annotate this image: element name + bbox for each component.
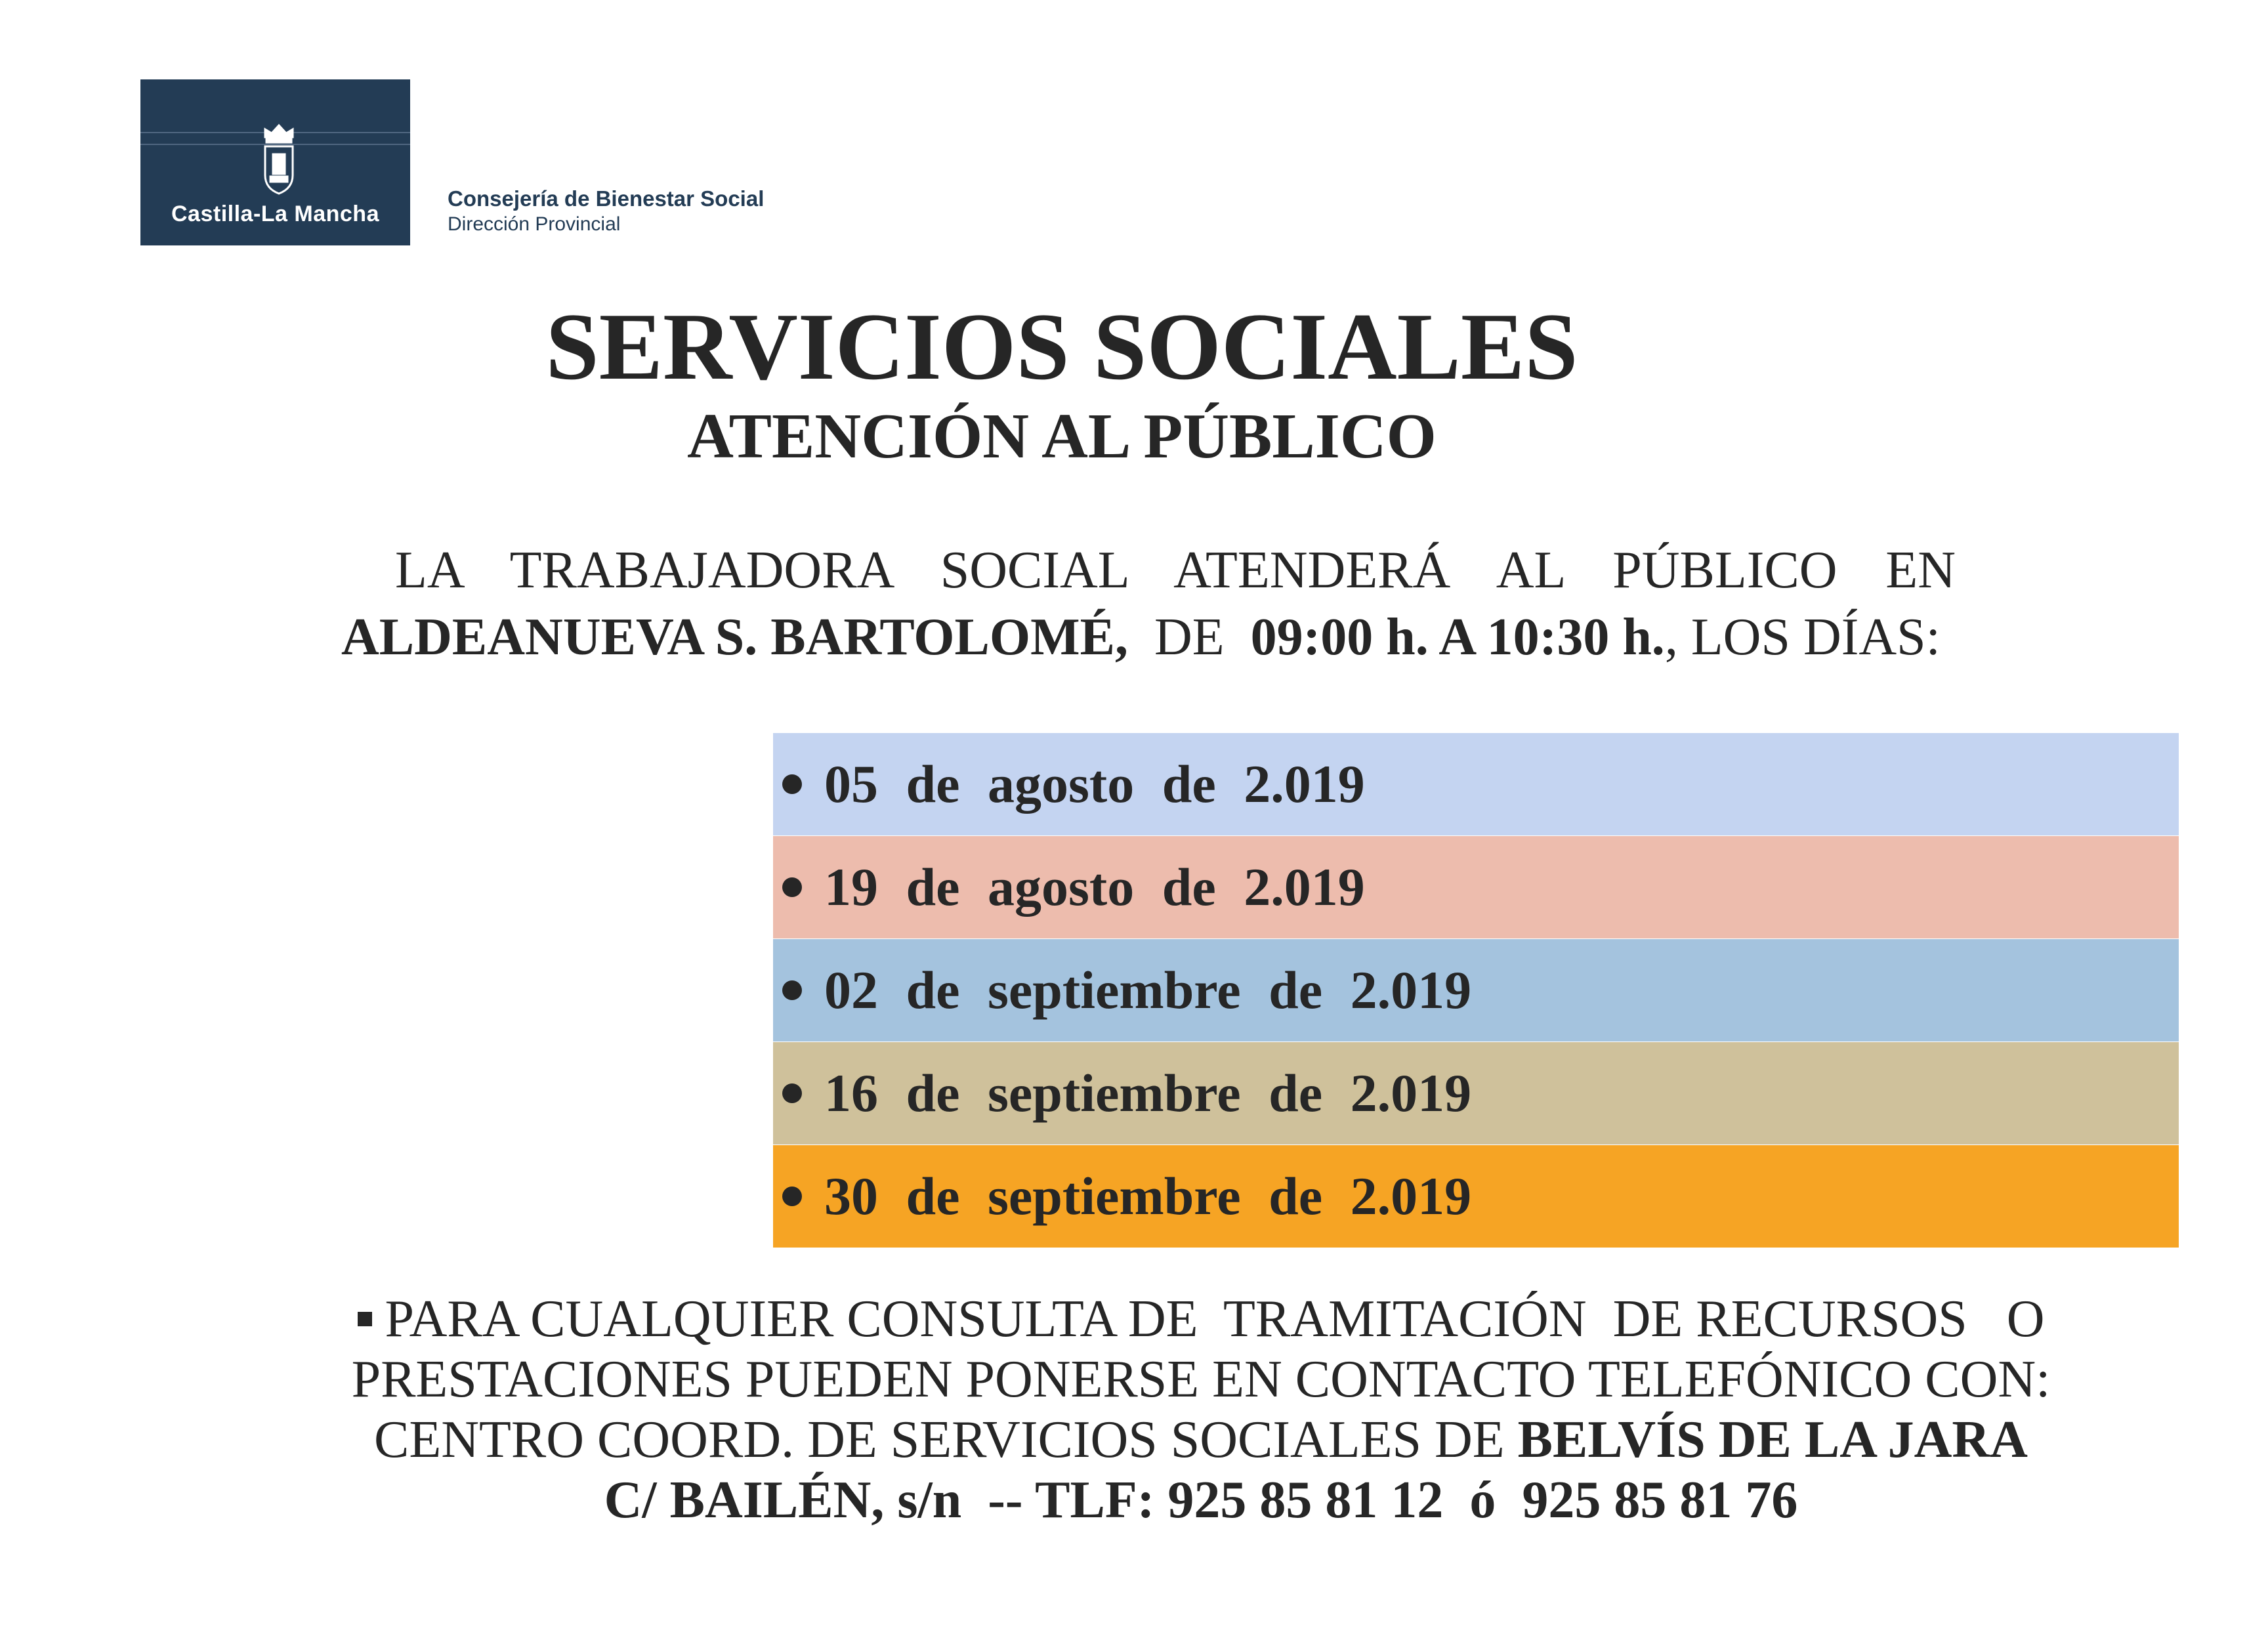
intro-line-2	[341, 604, 1975, 671]
date-label: 19 de agosto de 2.019	[824, 857, 1365, 917]
date-label: 02 de septiembre de 2.019	[824, 960, 1472, 1020]
bullet-dot-icon	[782, 774, 802, 794]
intro-line-1: LA TRABAJADORA SOCIAL ATENDERÁ AL PÚBLICO EN	[395, 541, 1956, 599]
bullet-dot-icon	[782, 877, 802, 897]
bullet-dot-icon	[782, 1186, 802, 1206]
date-row	[773, 1042, 2179, 1144]
footer-line-3	[322, 1410, 2080, 1470]
contact-info	[322, 1289, 2080, 1530]
square-bullet-icon	[358, 1312, 372, 1326]
footer-line-1	[322, 1289, 2080, 1349]
footer-place: BELVÍS DE LA JARA	[1517, 1411, 2028, 1469]
coat-of-arms-icon	[259, 120, 299, 198]
footer-line-2: PRESTACIONES PUEDEN PONERSE EN CONTACTO TELEFÓNICO CON:	[351, 1351, 2051, 1408]
intro-tail: , LOS DÍAS:	[1664, 608, 1941, 666]
logo-text: Castilla-La Mancha	[171, 201, 379, 226]
footer-line-4: C/ BAILÉN, s/n -- TLF: 925 85 81 12 ó 925 85 81 76	[604, 1471, 1798, 1529]
intro-place: ALDEANUEVA S. BARTOLOMÉ,	[341, 608, 1128, 666]
page-title: SERVICIOS SOCIALES	[545, 293, 1578, 400]
department-block	[448, 186, 764, 237]
sub-department: Dirección Provincial	[448, 213, 621, 235]
date-label: 05 de agosto de 2.019	[824, 754, 1365, 814]
bullet-dot-icon	[782, 980, 802, 1000]
date-row	[773, 1145, 2179, 1248]
date-row	[773, 939, 2179, 1041]
footer-text-1: PARA CUALQUIER CONSULTA DE TRAMITACIÓN DE RECURSOS O	[385, 1290, 2045, 1348]
page-subtitle: ATENCIÓN AL PÚBLICO	[687, 401, 1437, 472]
intro-text	[341, 537, 1975, 671]
castilla-la-mancha-logo	[140, 79, 410, 245]
bullet-dot-icon	[782, 1083, 802, 1103]
dates-list	[773, 733, 2179, 1248]
footer-text-3: CENTRO COORD. DE SERVICIOS SOCIALES DE	[374, 1411, 1518, 1469]
date-label: 30 de septiembre de 2.019	[824, 1166, 1472, 1226]
intro-hours: 09:00 h. A 10:30 h.	[1250, 608, 1665, 666]
date-row	[773, 836, 2179, 938]
intro-de: DE	[1154, 608, 1225, 666]
department-name: Consejería de Bienestar Social	[448, 186, 765, 211]
date-row	[773, 733, 2179, 835]
date-label: 16 de septiembre de 2.019	[824, 1063, 1472, 1123]
